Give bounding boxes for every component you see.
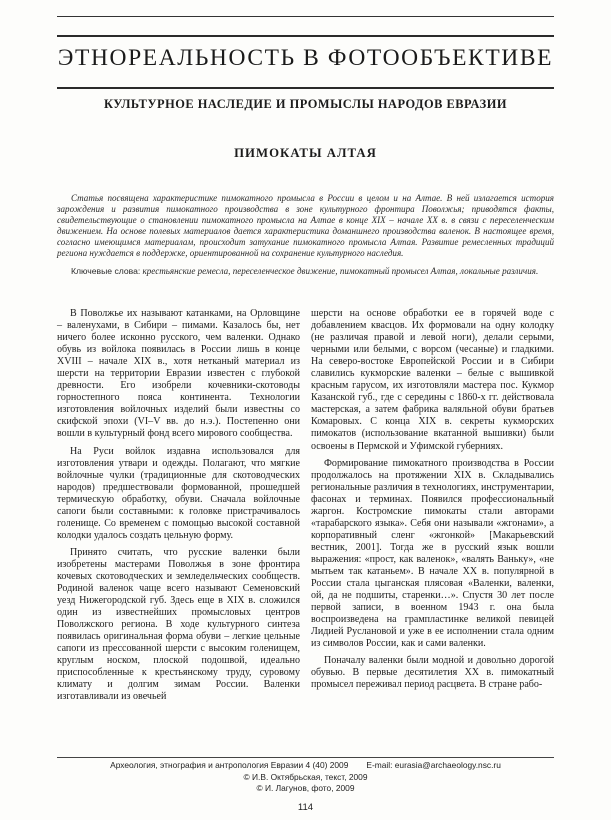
keywords-label: Ключевые слова:: [71, 266, 141, 276]
paragraph: В Поволжье их называют катанками, на Орловщине – валенухами, в Сибири – пимами. Казалось бы, нет ничего более исконно русского, чем валенки. Однако обувь из войлока появилась в России лишь в конце XVIII – начале XIX в., хотя нетканый материал из шерсти на территории Евразии известен с глубокой древности. Его изобрели кочевники-скотоводы горностепного пояса континента. Технологии изготовления войлочных изделий были известны со скифской эпохи (VI–V вв. до н.э.). Постепенно они вошли в культурный фонд всего мирового сообщества.: [57, 308, 300, 440]
abstract: Статья посвящена характеристике пимокатного промысла в России в целом и на Алтае. В ней излагается история зарождения и развития пимокатного производства в зоне культурного фронтира Поволжья; приводятся факты, свидетельствующие о становлении пимокатного промысла на Алтае в конце XIX – начале XX в. в связи с переселенческим движением. На основе полевых материалов дается характеристика доманшнего производства валенок. В настоящее время, согласно имеющимся материалам, происходит затухание пимокатного промысла Алтая. Развитие ремесленных традиций региона нуждается в поддержке, ориентированной на сохранение культурного наследия.: [57, 193, 554, 259]
paragraph: Принято считать, что русские валенки были изобретены мастерами Поволжья в зоне фронтира кочевых скотоводческих и земледельческих сообществ. Родиной валенок чаще всего называют Семеновский уезд Нижегородской губ. Здесь еще в XIX в. сложился один из известнейших промысловых центров Поволжского региона. В ходе культурного синтеза появилась оригинальная форма обуви – легкие цельные сапоги из прессованной шерсти с высоким голенищем, круглым носком, плоской подошвой, идеально приспособленные к крестьянскому труду, суровому климату и долгим зимам России. Валенки изготавливали из овечьей: [57, 546, 300, 703]
footer-rule: [57, 757, 554, 758]
keywords-text: крестьянские ремесла, переселенческое движение, пимокатный промысел Алтая, локальные различия.: [142, 266, 539, 276]
page-number: 114: [297, 802, 314, 813]
section-subtitle: КУЛЬТУРНОЕ НАСЛЕДИЕ И ПРОМЫСЛЫ НАРОДОВ ЕВРАЗИИ: [104, 97, 507, 111]
footer-journal-line: [57, 760, 554, 770]
section-title: ЭТНОРЕАЛЬНОСТЬ В ФОТООБЪЕКТИВЕ: [57, 45, 554, 71]
left-column: [57, 308, 300, 709]
journal-citation: Археология, этнография и антропология Евразии 4 (40) 2009: [110, 760, 349, 770]
paragraph: Поначалу валенки были модной и довольно дорогой обувью. В первые десятилетия XX в. пимокатный промысел переживал период расцвета. В стране рабо-: [311, 655, 554, 691]
right-column: [311, 308, 554, 696]
section-header-band: [57, 35, 554, 89]
paragraph: На Руси войлок издавна использовался для изготовления утвари и одежды. Полагают, что мягкие войлочные чулки (традиционные для скотоводческих народов) предшествовали формованной, прошедшей термическую обработку, обуви. Сначала войлочные сапоги были составными: к головке пристрачивалось голенище. Со временем с помощью высокой составной колодки удалось создать цельную форму.: [57, 445, 300, 541]
keywords: [57, 266, 554, 277]
article-title: ПИМОКАТЫ АЛТАЯ: [234, 146, 377, 160]
top-rule: [57, 16, 554, 17]
journal-email: E-mail: eurasia@archaeology.nsc.ru: [366, 760, 501, 770]
paragraph: Формирование пимокатного производства в России продолжалось на протяжении XIX в. Складывались региональные различия в технологиях, инструментарии, фасонах и терминах. Появился профессиональный жаргон. Костромские пимокаты стали авторами «тарабарского языка». Себя они называли «жгонами», а корпоративный сленг «жгонкой» [Макарьевский вестник, 2001]. Тогда же в русский язык вошли выражения: «прост, как валенок», «валять Ваньку», «не мытьем так катаньем». В начале XX в. популярной в России стала цыганская плясовая «Валенки, валенки, ой, да не подшиты, старенки…». Спустя 30 лет после первой записи, в военном 1943 г. она была воспроизведена на грампластинке великой певицей Лидией Руслановой и уже в ее исполнении стала одним из символов России, как и сами валенки.: [311, 457, 554, 650]
paragraph: шерсти на основе обработки ее в горячей воде с добавлением квасцов. Их формовали на одну колодку (не различая правой и левой ноги), делали серыми, черными или белыми, с ворсом (чесаные) и гладкими. На северо-востоке Европейской России и в Сибири славились кукморские валенки – белые с вышивкой красным гарусом, их изготовляли мастера пос. Кукмор Казанской губ., где с середины с 1860-х гг. действовала мастерская, а затем фабрика валяльной обуви братьев Комаровых. С конца XIX в. секреты кукморских пимокатов (использование вкатанной вышивки) были освоены в Пермской и Уфимской губерниях.: [311, 308, 554, 452]
copyright-photo: © И. Лагунов, фото, 2009: [256, 783, 355, 793]
copyright-text: © И.В. Октябрьская, текст, 2009: [243, 772, 368, 782]
